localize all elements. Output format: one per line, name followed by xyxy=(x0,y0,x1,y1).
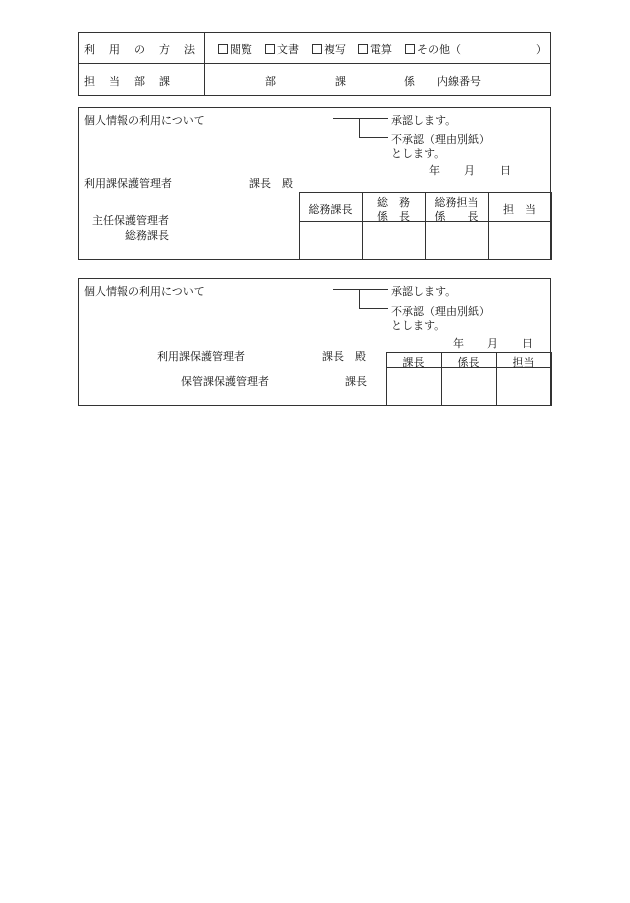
approval2-disapprove-2: とします。 xyxy=(391,319,446,332)
approval1-addressee: 利用課保護管理者 xyxy=(84,177,172,190)
approval1-col-general-chief-2: 係 長 xyxy=(377,210,410,223)
approval1-connector-branch xyxy=(359,137,388,138)
approval2-connector-main xyxy=(333,289,388,290)
approval2-stamp-cell[interactable] xyxy=(497,368,550,405)
approval2-addressee: 利用課保護管理者 xyxy=(157,350,245,363)
option-other-close: ） xyxy=(536,43,547,56)
approval2-stamp-cell[interactable] xyxy=(442,368,495,405)
option-view-checkbox[interactable]: 閲覧 xyxy=(218,41,252,57)
approval2-sender-title: 課長 xyxy=(345,375,367,388)
approval2-connector-branch xyxy=(359,308,388,309)
approval2-year: 年 xyxy=(453,337,464,350)
approval1-connector-vertical xyxy=(359,118,360,137)
approval1-col-staff: 担 当 xyxy=(503,203,536,216)
approval2-col-staff: 担当 xyxy=(512,356,535,369)
approval1-col-general-chief-1: 総 務 xyxy=(377,196,410,209)
field-extension: 内線番号 xyxy=(437,75,481,88)
approval2-approve: 承認します。 xyxy=(391,285,457,298)
approval1-sender-2: 総務課長 xyxy=(125,229,169,242)
approval2-day: 日 xyxy=(522,337,533,350)
option-document-checkbox[interactable]: 文書 xyxy=(265,41,299,57)
field-department: 部 xyxy=(265,75,276,88)
approval1-stamp-cell[interactable] xyxy=(426,222,487,259)
approval2-heading: 個人情報の利用について xyxy=(84,285,205,298)
approval1-year: 年 xyxy=(429,164,440,177)
approval1-disapprove-2: とします。 xyxy=(391,147,446,160)
approval1-stamp-cell[interactable] xyxy=(489,222,550,259)
approval2-month: 月 xyxy=(487,337,498,350)
approval1-disapprove-1: 不承認（理由別紙） xyxy=(391,133,490,146)
field-section: 課 xyxy=(335,75,346,88)
approval2-stamp-cell[interactable] xyxy=(387,368,440,405)
approval2-disapprove-1: 不承認（理由別紙） xyxy=(391,305,490,318)
approval1-connector-main xyxy=(333,118,388,119)
approval1-stamp-cell[interactable] xyxy=(300,222,361,259)
field-unit: 係 xyxy=(404,75,415,88)
option-copy-checkbox[interactable]: 複写 xyxy=(312,41,346,57)
approval1-col-general-staff-chief-2: 係 長 xyxy=(434,210,479,223)
approval1-col-general-manager: 総務課長 xyxy=(308,203,353,216)
approval2-col-chief: 係長 xyxy=(457,356,480,369)
option-computer-checkbox[interactable]: 電算 xyxy=(358,41,392,57)
approval1-approve: 承認します。 xyxy=(391,114,457,127)
approval1-sender-1: 主任保護管理者 xyxy=(92,214,169,227)
approval2-sender: 保管課保護管理者 xyxy=(181,375,269,388)
option-other-checkbox[interactable]: その他（ xyxy=(405,41,461,57)
department-label: 担当部課 xyxy=(84,75,184,88)
approval1-stamp-cell[interactable] xyxy=(363,222,424,259)
usage-method-label: 利用の方法 xyxy=(84,43,209,56)
approval1-addressee-title: 課長 殿 xyxy=(249,177,293,190)
approval2-addressee-title: 課長 殿 xyxy=(322,350,366,363)
approval1-month: 月 xyxy=(464,164,475,177)
approval1-day: 日 xyxy=(500,164,511,177)
approval1-heading: 個人情報の利用について xyxy=(84,114,205,127)
approval2-connector-vertical xyxy=(359,289,360,308)
usage-table-divider xyxy=(78,63,551,64)
approval2-col-manager: 課長 xyxy=(402,356,425,369)
approval1-col-general-staff-chief-1: 総務担当 xyxy=(434,196,479,209)
